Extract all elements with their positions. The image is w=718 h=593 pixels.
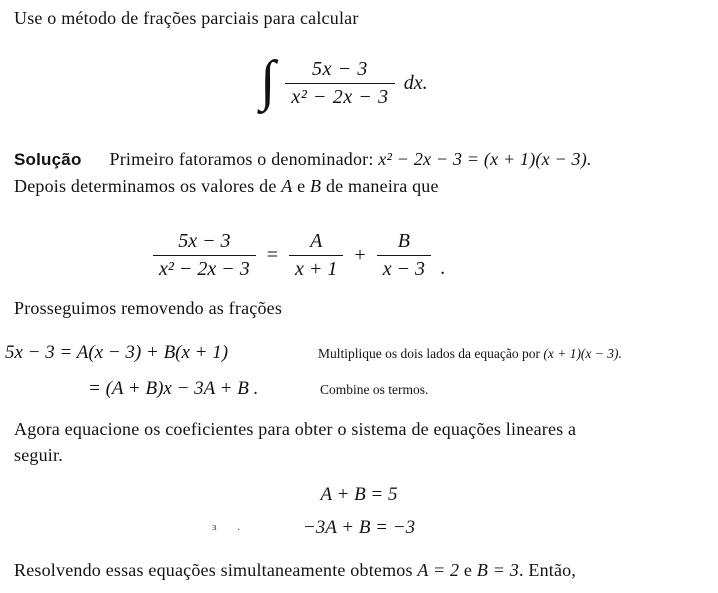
fraction-A-numerator: A xyxy=(310,229,323,252)
differential-dx: dx. xyxy=(403,71,428,94)
linear-system xyxy=(0,484,718,539)
partial-fraction-identity xyxy=(153,222,445,288)
system-equation-1: A + B = 5 xyxy=(320,484,398,505)
lhs-fraction xyxy=(153,229,256,282)
solution-math-1: x² − 2x − 3 = (x + 1)(x − 3). xyxy=(378,149,592,169)
var-B: B xyxy=(310,176,322,196)
integral-sign: ∫ xyxy=(260,49,276,112)
lhs-denominator: x² − 2x − 3 xyxy=(153,255,256,282)
integrand-fraction xyxy=(285,57,394,110)
conclusion-text-2: e xyxy=(459,560,477,580)
identity-period: . xyxy=(440,257,446,279)
solution-text-2c: de maneira que xyxy=(321,176,439,196)
fraction-B-numerator: B xyxy=(397,229,410,252)
conclusion-text-1: Resolvendo essas equações simultaneamente obtemos xyxy=(14,560,418,580)
integrand-denominator: x² − 2x − 3 xyxy=(285,83,394,110)
var-A: A xyxy=(281,176,293,196)
removing-fractions-sentence: Prosseguimos removendo as frações xyxy=(14,298,283,318)
fraction-A-denominator: x + 1 xyxy=(289,255,343,282)
conclusion-text-3: . Então, xyxy=(518,560,577,580)
conclusion-sentence xyxy=(14,560,576,581)
plus-sign: + xyxy=(354,243,366,266)
derivation-note-1-math: (x + 1)(x − 3). xyxy=(543,346,622,361)
derivation-note-1 xyxy=(318,346,622,362)
equate-coefficients-paragraph xyxy=(14,416,718,468)
solution-text-2a: Depois determinamos os valores de xyxy=(14,176,282,196)
integrand-numerator: 5x − 3 xyxy=(312,57,368,80)
equals-sign: = xyxy=(266,243,279,266)
equate-line-2: seguir. xyxy=(14,445,63,465)
solution-paragraph xyxy=(14,146,716,200)
derivation-block xyxy=(0,340,718,404)
conclusion-math-B: B = 3 xyxy=(476,560,519,580)
fraction-B xyxy=(377,229,431,282)
solution-heading: Solução xyxy=(14,150,82,169)
derivation-eq-1: 5x − 3 = A(x − 3) + B(x + 1) xyxy=(5,342,229,363)
lhs-numerator: 5x − 3 xyxy=(178,229,231,252)
fraction-A xyxy=(289,229,343,282)
scan-artifact: ɜ . xyxy=(212,521,250,533)
derivation-eq-2: = (A + B)x − 3A + B . xyxy=(88,378,259,399)
system-equation-2: −3A + B = −3 xyxy=(302,517,416,538)
solution-text-2b: e xyxy=(292,176,311,196)
fraction-B-denominator: x − 3 xyxy=(377,255,431,282)
derivation-note-2: Combine os termos. xyxy=(320,382,429,397)
display-integral xyxy=(260,44,428,122)
solution-text-1: Primeiro fatoramos o denominador: xyxy=(109,149,379,169)
equate-line-1: Agora equacione os coeficientes para obter o sistema de equações lineares a xyxy=(14,419,577,439)
derivation-note-1-text: Multiplique os dois lados da equação por xyxy=(318,346,544,361)
conclusion-math-A: A = 2 xyxy=(417,560,460,580)
intro-sentence: Use o método de frações parciais para calcular xyxy=(14,8,359,28)
